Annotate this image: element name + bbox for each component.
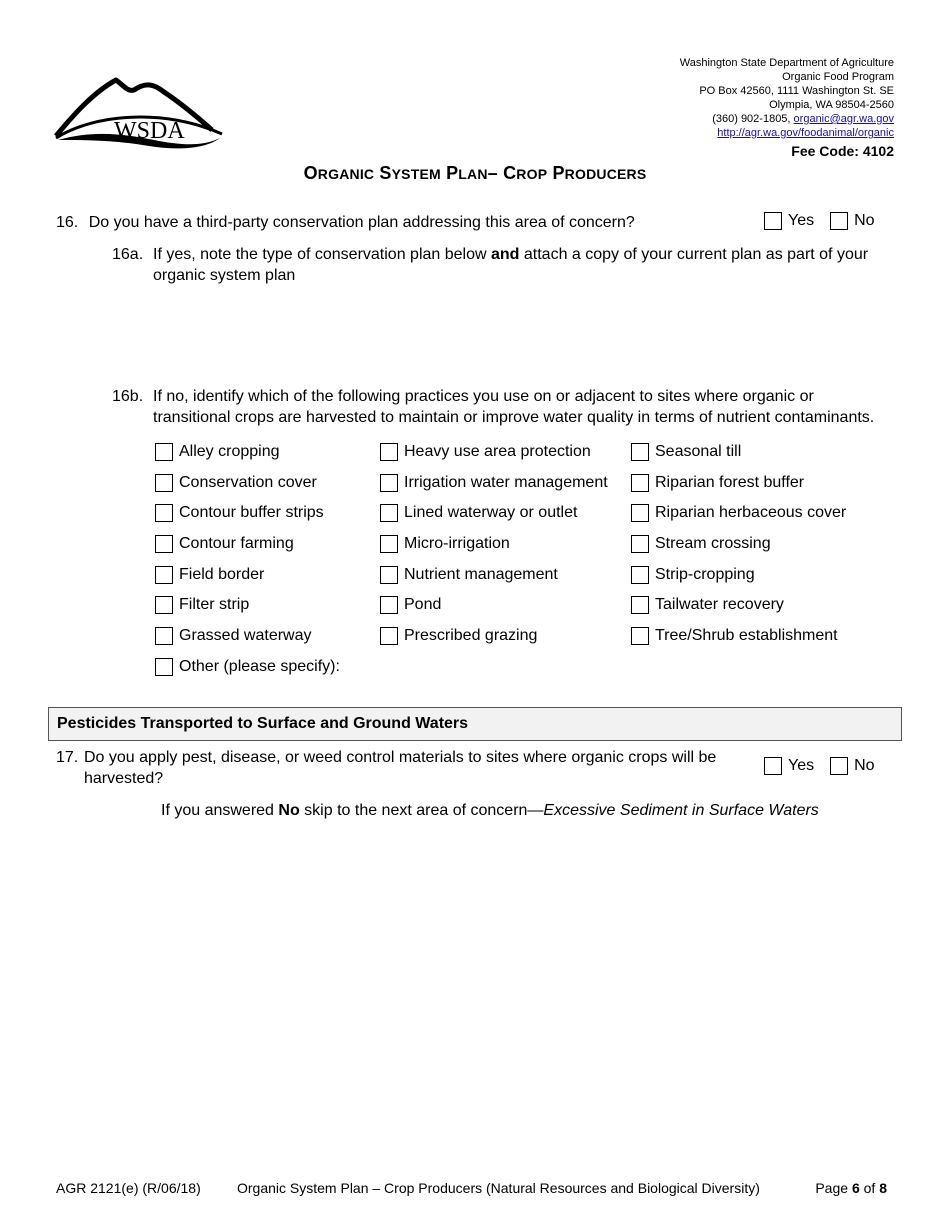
checkbox[interactable] — [155, 535, 173, 553]
question-16a-text: If yes, note the type of conservation plan below and attach a copy of your current plan as part of your organic system plan — [153, 246, 869, 284]
checkbox[interactable] — [631, 535, 649, 553]
checkbox[interactable] — [155, 504, 173, 522]
website-link[interactable]: http://agr.wa.gov/foodanimal/organic — [717, 127, 894, 139]
checkbox[interactable] — [155, 566, 173, 584]
no-label: No — [854, 212, 875, 229]
phone: (360) 902-1805, — [712, 113, 794, 125]
checkbox[interactable] — [155, 596, 173, 614]
yes-label: Yes — [788, 757, 815, 774]
checkbox[interactable] — [631, 474, 649, 492]
question-16b-number: 16b. — [112, 388, 144, 405]
checkbox[interactable] — [155, 443, 173, 461]
practice-option-other[interactable]: Other (please specify): — [155, 656, 340, 678]
yes-label: Yes — [788, 212, 815, 229]
practice-option[interactable]: Lined waterway or outlet — [380, 502, 608, 524]
program-name: Organic Food Program — [782, 71, 894, 83]
wsda-logo — [54, 74, 224, 152]
contact-line — [680, 112, 894, 126]
checkbox[interactable] — [631, 566, 649, 584]
practices-column-1 — [155, 441, 340, 678]
checkbox[interactable] — [631, 504, 649, 522]
practice-option[interactable]: Conservation cover — [155, 472, 340, 494]
checkbox[interactable] — [380, 566, 398, 584]
skip-instruction: If you answered No skip to the next area of concern—Excessive Sediment in Surface Waters — [161, 802, 819, 819]
q16-yes-checkbox[interactable] — [764, 212, 782, 230]
practice-option[interactable]: Riparian herbaceous cover — [631, 502, 846, 524]
city-line: Olympia, WA 98504-2560 — [769, 99, 894, 111]
email-link[interactable]: organic@agr.wa.gov — [793, 113, 894, 125]
practice-option[interactable]: Contour farming — [155, 533, 340, 555]
question-17-number: 17. — [56, 749, 79, 766]
logo-text: WSDA — [114, 118, 185, 144]
page-title: ORGANIC SYSTEM PLAN– CROP PRODUCERS — [303, 163, 647, 183]
q17-yes-no — [764, 757, 875, 775]
practice-option[interactable]: Contour buffer strips — [155, 502, 340, 524]
checkbox[interactable] — [631, 596, 649, 614]
q17-no-checkbox[interactable] — [830, 757, 848, 775]
checkbox[interactable] — [155, 658, 173, 676]
checkbox[interactable] — [631, 627, 649, 645]
form-id: AGR 2121(e) (R/06/18) — [56, 1180, 201, 1196]
form-title: Organic System Plan – Crop Producers (Natural Resources and Biological Diversity) — [237, 1180, 760, 1196]
practice-option[interactable]: Prescribed grazing — [380, 625, 608, 647]
practices-column-2 — [380, 441, 608, 647]
agency-address — [680, 56, 894, 140]
no-label: No — [854, 757, 875, 774]
section-header: Pesticides Transported to Surface and Ground Waters — [48, 707, 902, 741]
question-text: Do you have a third-party conservation plan addressing this area of concern? — [88, 214, 635, 231]
question-16b-text: If no, identify which of the following practices you use on or adjacent to sites where organic or transitional crops are harvested to maintain or improve water quality in terms of nutrient contaminants. — [153, 388, 875, 426]
practice-option[interactable]: Irrigation water management — [380, 472, 608, 494]
street-address: PO Box 42560, 1111 Washington St. SE — [699, 85, 894, 97]
q16-yes-no — [764, 212, 875, 230]
conservation-plan-answer-area[interactable] — [153, 292, 893, 372]
practice-option[interactable]: Filter strip — [155, 594, 340, 616]
question-17-text: Do you apply pest, disease, or weed control materials to sites where organic crops will be harvested? — [84, 749, 717, 787]
practice-option[interactable]: Pond — [380, 594, 608, 616]
checkbox[interactable] — [380, 474, 398, 492]
checkbox[interactable] — [380, 596, 398, 614]
practice-option[interactable]: Nutrient management — [380, 564, 608, 586]
checkbox[interactable] — [631, 443, 649, 461]
practice-option[interactable]: Heavy use area protection — [380, 441, 608, 463]
checkbox[interactable] — [380, 443, 398, 461]
question-number: 16. — [56, 214, 79, 231]
page-number: Page 6 of 8 — [815, 1180, 887, 1196]
checkbox[interactable] — [155, 627, 173, 645]
practice-option[interactable]: Stream crossing — [631, 533, 846, 555]
practice-option[interactable]: Field border — [155, 564, 340, 586]
question-16a-number: 16a. — [112, 246, 144, 263]
practice-option[interactable]: Alley cropping — [155, 441, 340, 463]
practices-column-3 — [631, 441, 846, 647]
checkbox[interactable] — [380, 535, 398, 553]
question-16 — [56, 212, 635, 233]
practice-option[interactable]: Tailwater recovery — [631, 594, 846, 616]
checkbox[interactable] — [380, 627, 398, 645]
q16-no-checkbox[interactable] — [830, 212, 848, 230]
agency-name: Washington State Department of Agriculture — [679, 57, 894, 69]
practice-option[interactable]: Strip-cropping — [631, 564, 846, 586]
practice-option[interactable]: Grassed waterway — [155, 625, 340, 647]
checkbox[interactable] — [155, 474, 173, 492]
practice-option[interactable]: Micro-irrigation — [380, 533, 608, 555]
practice-option[interactable]: Riparian forest buffer — [631, 472, 846, 494]
fee-code: Fee Code: 4102 — [791, 143, 894, 159]
practice-option[interactable]: Seasonal till — [631, 441, 846, 463]
practice-option[interactable]: Tree/Shrub establishment — [631, 625, 846, 647]
checkbox[interactable] — [380, 504, 398, 522]
q17-yes-checkbox[interactable] — [764, 757, 782, 775]
